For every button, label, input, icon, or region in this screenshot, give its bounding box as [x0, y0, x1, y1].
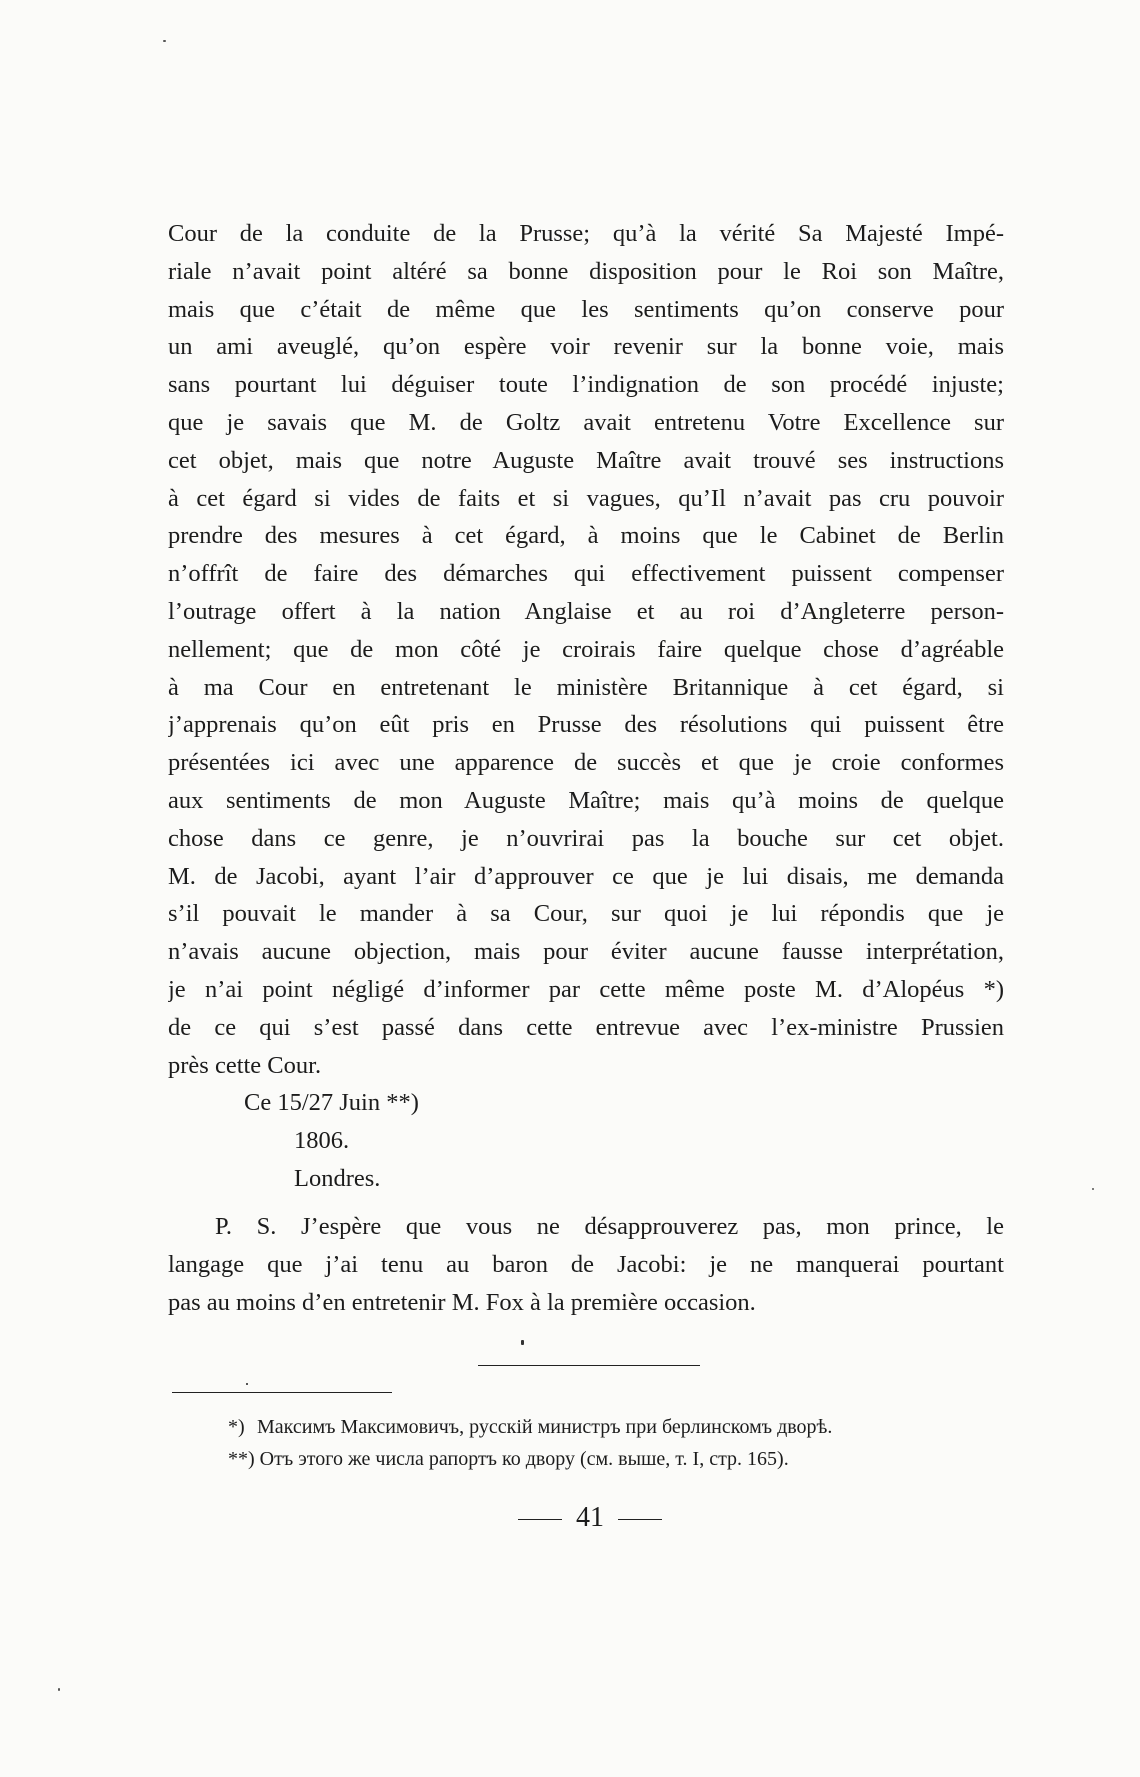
- text-line: s’il pouvait le mander à sa Cour, sur quoi je lui répondis que je: [168, 900, 1004, 928]
- text-line: Cour de la conduite de la Prusse; qu’à la vérité Sa Majesté Impé-: [168, 220, 1004, 247]
- section-divider: [478, 1365, 700, 1366]
- footnote: [228, 1411, 1028, 1443]
- page-speck: [1092, 1188, 1094, 1190]
- text-line: je n’ai point négligé d’informer par cette même poste M. d’Alopéus *): [168, 975, 1004, 1003]
- postscript-line: pas au moins d’en entretenir M. Fox à la première occasion.: [168, 1288, 756, 1316]
- text-line: riale n’avait point altéré sa bonne disposition pour le Roi son Maître,: [168, 257, 1004, 285]
- ink-dot: [246, 1383, 248, 1385]
- text-line: l’outrage offert à la nation Anglaise et au roi d’Angleterre person-: [168, 597, 1004, 625]
- page-number: [480, 1498, 700, 1538]
- postscript: [168, 1208, 1004, 1321]
- page-speck: [58, 1688, 60, 1691]
- footnote-divider: [172, 1392, 392, 1393]
- page-number-dash: [518, 1519, 562, 1520]
- text-line: M. de Jacobi, ayant l’air d’approuver ce que je lui disais, me demanda: [168, 862, 1004, 890]
- text-line: n’offrît de faire des démarches qui effectivement puissent compenser: [168, 560, 1004, 588]
- footnote-mark: **): [228, 1448, 255, 1470]
- text-line: n’avais aucune objection, mais pour éviter aucune fausse interprétation,: [168, 938, 1004, 966]
- text-line: de ce qui s’est passé dans cette entrevue avec l’ex-ministre Prussien: [168, 1013, 1004, 1041]
- text-line: mais que c’était de même que les sentiments qu’on conserve pour: [168, 295, 1004, 323]
- page-speck: [163, 40, 166, 42]
- main-text: [168, 215, 1004, 1198]
- signature-place: Londres.: [294, 1164, 381, 1192]
- postscript-line: langage que j’ai tenu au baron de Jacobi: je ne manquerai pourtant: [168, 1250, 1004, 1278]
- text-line: que je savais que M. de Goltz avait entretenu Votre Excellence sur: [168, 408, 1004, 436]
- text-line: à ma Cour en entretenant le ministère Britannique à cet égard, si: [168, 673, 1004, 701]
- text-line: chose dans ce genre, je n’ouvrirai pas la bouche sur cet objet.: [168, 824, 1004, 852]
- footnote-text: Максимъ Максимовичъ, русскій министръ при берлинскомъ дворѣ.: [257, 1416, 833, 1438]
- signature-year: 1806.: [294, 1127, 350, 1155]
- text-line: prendre des mesures à cet égard, à moins que le Cabinet de Berlin: [168, 522, 1004, 550]
- footnote: [228, 1443, 1028, 1475]
- text-line: sans pourtant lui déguiser toute l’indignation de son procédé injuste;: [168, 371, 1004, 399]
- text-line: à cet égard si vides de faits et si vagues, qu’Il n’avait pas cru pouvoir: [168, 484, 1004, 512]
- postscript-line: P. S. J’espère que vous ne désapprouverez pas, mon prince, le: [215, 1213, 1004, 1240]
- text-line: près cette Cour.: [168, 1051, 322, 1079]
- page-number-value: 41: [576, 1502, 604, 1533]
- text-line: nellement; que de mon côté je croirais faire quelque chose d’agréable: [168, 635, 1004, 663]
- text-line: j’apprenais qu’on eût pris en Prusse des résolutions qui puissent être: [168, 711, 1004, 739]
- footnote-text: Отъ этого же числа рапортъ ко двору (см. выше, т. I, стр. 165).: [259, 1448, 789, 1470]
- ink-dot: [521, 1340, 524, 1345]
- signature-date: Ce 15/27 Juin **): [244, 1089, 419, 1117]
- text-line: présentées ici avec une apparence de succès et que je croie conformes: [168, 749, 1004, 777]
- text-line: aux sentiments de mon Auguste Maître; mais qu’à moins de quelque: [168, 786, 1004, 814]
- text-line: un ami aveuglé, qu’on espère voir revenir sur la bonne voie, mais: [168, 333, 1004, 361]
- footnotes: [228, 1411, 1028, 1475]
- footnote-mark: *): [228, 1416, 245, 1438]
- page-number-dash: [618, 1519, 662, 1520]
- text-line: cet objet, mais que notre Auguste Maître avait trouvé ses instructions: [168, 446, 1004, 474]
